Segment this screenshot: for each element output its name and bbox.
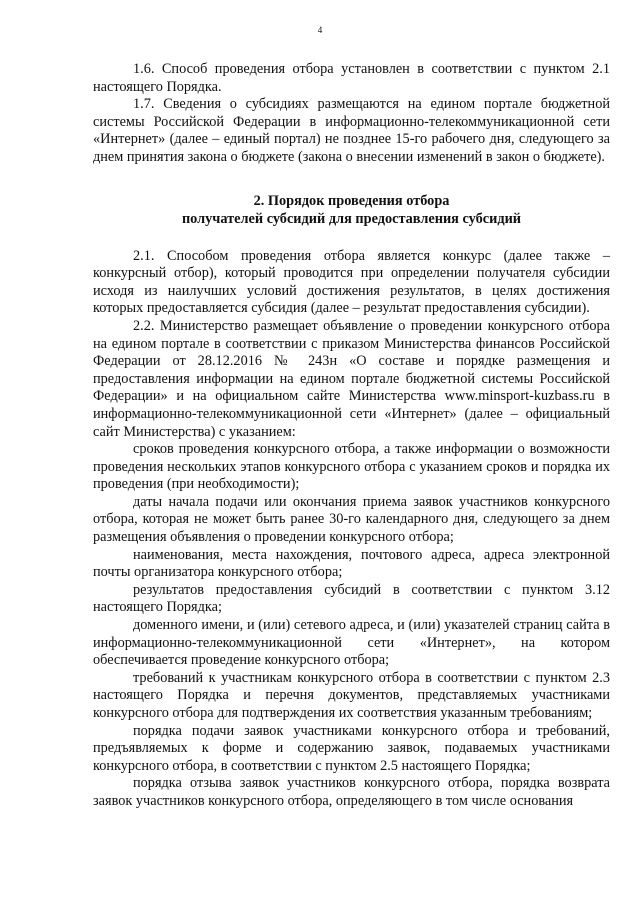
list-item-withdrawal-order: порядка отзыва заявок участников конкурсного отбора, порядка возврата заявок участников конкурсного отбора, определяющего в том числе основания	[93, 775, 610, 809]
paragraph-2-1: 2.1. Способом проведения отбора является конкурс (далее также – конкурсный отбор), который проводится при определении получателя субсидии исходя из наилучших условий достижения результатов, в целях достижения которых предоставляется субсидия (далее – результат предоставления субсидии).	[93, 247, 610, 317]
list-item-requirements: требований к участникам конкурсного отбора в соответствии с пунктом 2.3 настоящего Порядка и перечня документов, представляемых участниками конкурсного отбора для подтверждения их соответствия указанным требованиям;	[93, 669, 610, 721]
document-body	[93, 61, 610, 811]
list-item-results: результатов предоставления субсидий в соответствии с пунктом 3.12 настоящего Порядка;	[93, 581, 610, 616]
list-item-application-dates: даты начала подачи или окончания приема заявок участников конкурсного отбора, которая не может быть ранее 30-го календарного дня, следующего за днем размещения объявления о проведении конкурсного отбора;	[93, 493, 610, 546]
paragraph-1-7: 1.7. Сведения о субсидиях размещаются на едином портале бюджетной системы Российской Федерации в информационно-телекоммуникационной сети «Интернет» (далее – единый портал) не позднее 15-го рабочего дня, следующего за днем принятия закона о бюджете (закона о внесении изменений в закон о бюджете).	[93, 96, 610, 165]
paragraph-2-2: 2.2. Министерство размещает объявление о проведении конкурсного отбора на едином портале в соответствии с приказом Министерства финансов Российской Федерации от 28.12.2016 № 243н «О составе и порядке размещения и предоставления информации на едином портале бюджетной системы Российской Федерации» и на официальном сайте Министерства www.minsport-kuzbass.ru в информационно-телекоммуникационной сети «Интернет» (далее – официальный сайт Министерства) с указанием:	[93, 317, 610, 440]
page-number: 4	[317, 25, 323, 35]
section-heading	[93, 192, 610, 228]
list-item-domain-name: доменного имени, и (или) сетевого адреса, и (или) указателей страниц сайта в информационно-телекоммуникационной сети «Интернет», на котором обеспечивается проведение конкурсного отбора;	[93, 617, 610, 669]
section-heading-line-2: получателей субсидий для предоставления субсидий	[181, 210, 522, 227]
section-heading-line-1: 2. Порядок проведения отбора	[253, 192, 450, 209]
paragraph-1-6: 1.6. Способ проведения отбора установлен в соответствии с пунктом 2.1 настоящего Порядка.	[93, 61, 610, 95]
list-item-organizer-contacts: наименования, места нахождения, почтового адреса, адреса электронной почты организатора конкурсного отбора;	[93, 546, 610, 581]
list-item-submission-order: порядка подачи заявок участниками конкурсного отбора и требований, предъявляемых к форме и содержанию заявок, подаваемых участниками конкурсного отбора, в соответствии с пунктом 2.5 настоящего Порядка;	[93, 722, 610, 774]
list-item-deadlines: сроков проведения конкурсного отбора, а также информации о возможности проведения нескольких этапов конкурсного отбора с указанием сроков и порядка их проведения (при необходимости);	[93, 441, 610, 493]
